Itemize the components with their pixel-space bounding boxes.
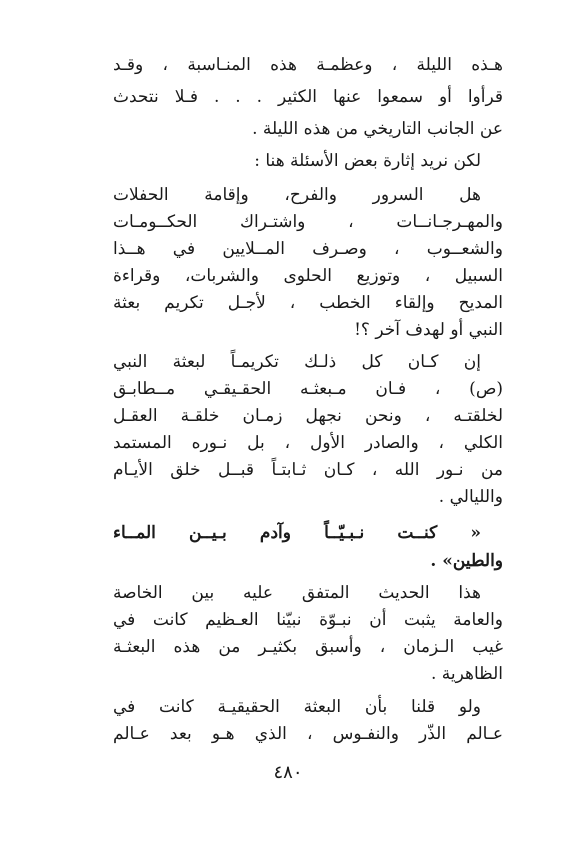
text-line: والليالي . bbox=[438, 487, 503, 507]
text-line: عن الجانب التاريخي من هذه الليلة . bbox=[252, 119, 503, 139]
text-line: هل السرور والفرح، وإقامة الحفلات bbox=[113, 185, 481, 205]
text-line: والمهـرجـانــات ، واشتـراك الحكــومـات bbox=[113, 212, 503, 232]
text-line: عـالم الذّر والنفـوس ، الذي هـو بعد عـالم bbox=[113, 724, 503, 744]
text-line: ولو قلنا بأن البعثة الحقيقيـة كانت في bbox=[113, 697, 481, 717]
text-line: لكن نريد إثارة بعض الأسئلة هنا : bbox=[254, 151, 481, 171]
text-line: من نـور الله ، كـان ثـابتـاً قبــل خلق الأيـام bbox=[113, 460, 503, 480]
page-number: ٤٨٠ bbox=[273, 762, 303, 783]
text-line: السبيل ، وتوزيع الحلوى والشربات، وقراءة bbox=[113, 266, 503, 286]
text-line: قرأوا أو سمعوا عنها الكثير . . . فـلا نتحدث bbox=[113, 87, 503, 107]
text-line: النبي أو لهدف آخر ؟! bbox=[354, 320, 503, 340]
text-line: المديح وإلقاء الخطب ، لأجـل تكريم بعثة bbox=[113, 293, 503, 313]
text-line: والشعــوب ، وصـرف المــلايين في هــذا bbox=[113, 239, 503, 259]
text-line: الكلي ، والصادر الأول ، بل نـوره المستمد bbox=[113, 433, 503, 453]
text-line: هـذه الليلة ، وعظمـة هذه المنـاسبة ، وقـد bbox=[113, 55, 503, 75]
text-line: لخلقتـه ، ونحن نجهل زمـان خلقـة العقـل bbox=[113, 406, 503, 426]
hadith-quote-line: والطين» . bbox=[430, 551, 503, 571]
text-line: هذا الحديث المتفق عليه بين الخاصة bbox=[113, 583, 481, 603]
text-line: (ص) ، فـان مـبعثـه الحقـيقـي مــطابـق bbox=[113, 379, 503, 399]
text-line: إن كـان كل ذلـك تكريمـاً لبعثة النبي bbox=[113, 352, 481, 372]
hadith-quote-line: « كنــت نـبـيّــاً وآدم بـيــن المــاء bbox=[113, 523, 481, 543]
text-line: الظاهرية . bbox=[430, 664, 503, 684]
text-line: غيب الـزمان ، وأسبق بكثيـر من هذه البعثـة bbox=[113, 637, 503, 657]
text-line: والعامة يثبت أن نبـوّة نبيّنا العـظيم كانت في bbox=[113, 610, 503, 630]
